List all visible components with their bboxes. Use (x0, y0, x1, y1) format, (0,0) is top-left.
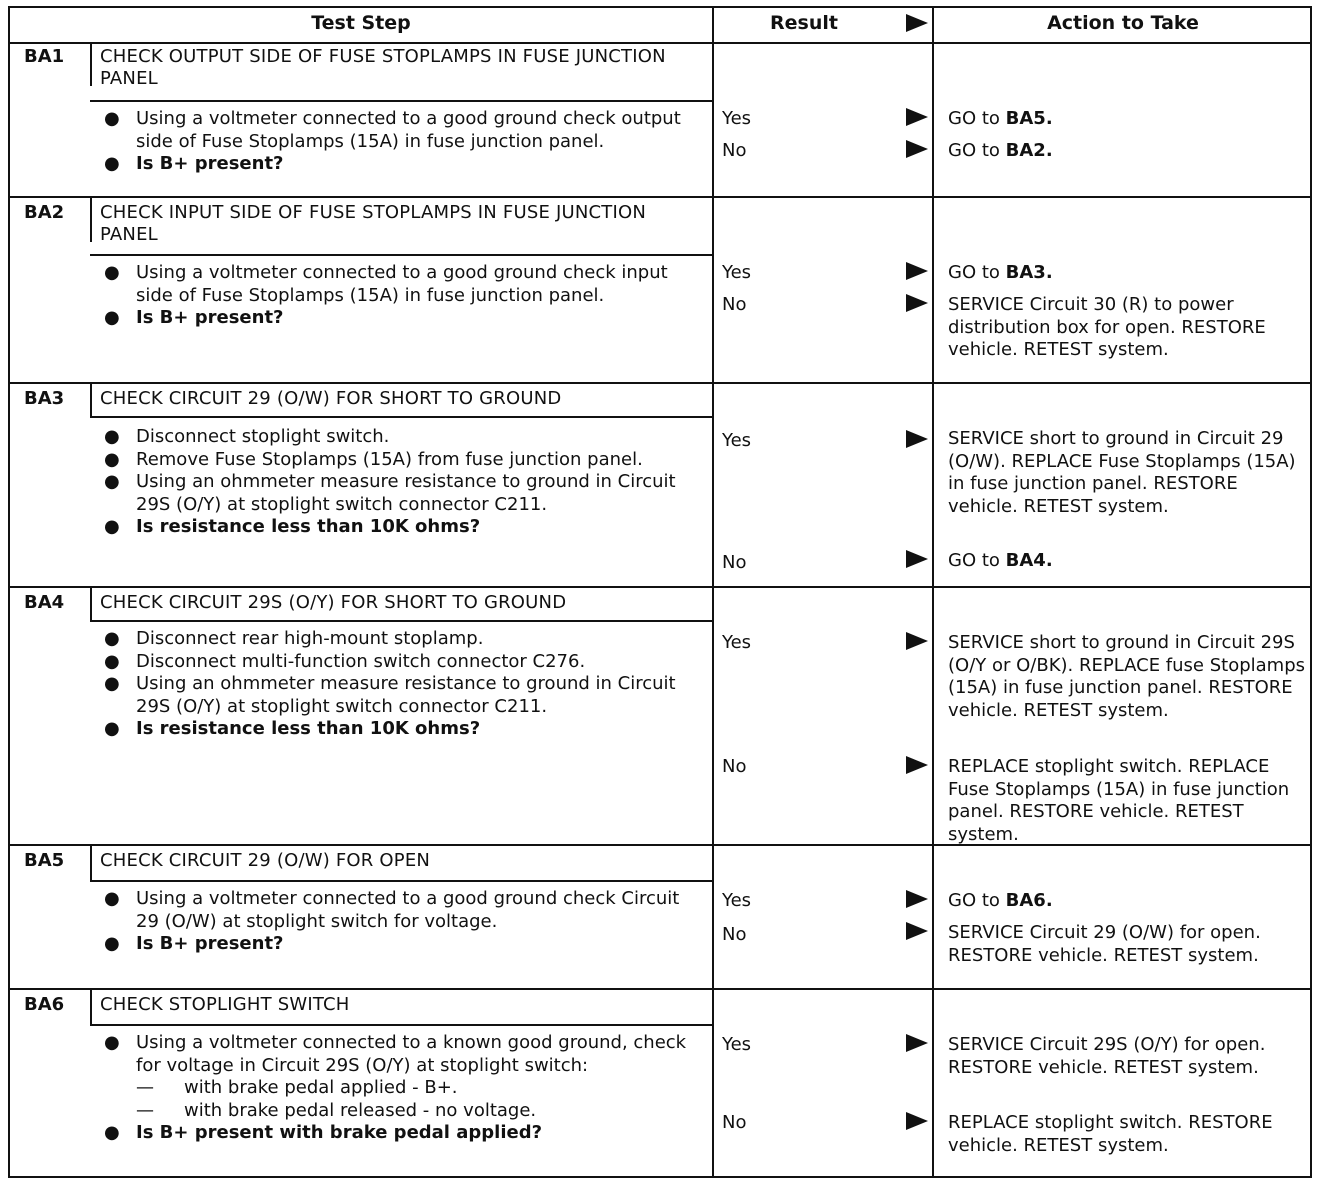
result-yes: Yes (722, 108, 752, 129)
result-no: No (722, 294, 747, 315)
arrow-icon (906, 140, 928, 158)
step-id-divider (90, 588, 92, 620)
step-id: BA2 (24, 202, 65, 223)
bullet-icon: ● (104, 1122, 120, 1143)
result-yes: Yes (722, 1034, 752, 1055)
test-step-block (10, 990, 1310, 1176)
list-item: ● Is B+ present? (104, 153, 284, 174)
list-item: ● Using an ohmmeter measure resistance to ground in Circuit 29S (O/Y) at stoplight switch connector C211. (104, 471, 676, 515)
list-item: ● Is B+ present? (104, 307, 284, 328)
list-item: ● Using a voltmeter connected to a good ground check Circuit 29 (O/W) at stoplight switch for voltage. (104, 888, 680, 932)
action-text: GO to BA2. (948, 140, 1053, 161)
step-title: CHECK STOPLIGHT SWITCH (100, 994, 350, 1015)
result-yes: Yes (722, 262, 752, 283)
step-id-divider (90, 42, 92, 86)
arrow-icon (906, 262, 928, 280)
title-rule (90, 416, 712, 418)
sub-list (136, 1077, 702, 1122)
step-id-divider (90, 846, 92, 880)
result-no: No (722, 1112, 747, 1133)
title-rule (90, 1024, 712, 1026)
step-id: BA3 (24, 388, 65, 409)
bullet-icon: ● (104, 471, 120, 492)
step-instructions (102, 108, 702, 176)
table-header (10, 8, 1310, 44)
result-no: No (722, 140, 747, 161)
bullet-icon: ● (104, 650, 120, 672)
step-instructions (102, 888, 702, 956)
step-id-divider (90, 990, 92, 1024)
title-rule (90, 100, 712, 102)
bullet-icon: ● (104, 933, 120, 954)
action-text: SERVICE Circuit 29 (O/W) for open. RESTORE vehicle. RETEST system. (948, 922, 1261, 966)
step-id-divider (90, 384, 92, 416)
list-item: ● Disconnect multi-function switch connector C276. (104, 650, 586, 672)
step-title: CHECK CIRCUIT 29S (O/Y) FOR SHORT TO GROUND (100, 592, 567, 613)
arrow-icon (906, 632, 928, 650)
list-item: ● Using a voltmeter connected to a good ground check input side of Fuse Stoplamps (15A) in fuse junction panel. (104, 262, 668, 306)
bullet-icon: ● (104, 628, 120, 649)
action-text: SERVICE Circuit 30 (R) to power distribution box for open. RESTORE vehicle. RETEST system. (948, 294, 1266, 360)
bullet-icon: ● (104, 516, 120, 537)
arrow-icon (906, 108, 928, 126)
bullet-icon: ● (104, 448, 120, 470)
list-item: ● Using an ohmmeter measure resistance to ground in Circuit 29S (O/Y) at stoplight switch connector C211. (104, 673, 676, 717)
arrow-icon (906, 14, 928, 32)
bullet-icon: ● (104, 262, 120, 283)
bullet-icon: ● (104, 1032, 120, 1053)
test-step-block (10, 846, 1310, 990)
arrow-icon (906, 756, 928, 774)
step-title: CHECK OUTPUT SIDE OF FUSE STOPLAMPS IN FUSE JUNCTION PANEL (100, 46, 666, 89)
list-item: ● Using a voltmeter connected to a good ground check output side of Fuse Stoplamps (15A) in fuse junction panel. (104, 108, 681, 152)
bullet-icon: ● (104, 718, 120, 739)
test-step-block (10, 198, 1310, 384)
arrow-icon (906, 922, 928, 940)
dash-icon: — (136, 1099, 154, 1121)
step-instructions (102, 1032, 702, 1145)
bullet-icon: ● (104, 426, 120, 447)
action-text: SERVICE Circuit 29S (O/Y) for open. RESTORE vehicle. RETEST system. (948, 1034, 1266, 1078)
title-rule (90, 620, 712, 622)
test-step-block (10, 588, 1310, 846)
header-action: Action to Take (1047, 12, 1199, 34)
step-instructions (102, 628, 702, 741)
step-id-divider (90, 198, 92, 242)
list-item: ● Is resistance less than 10K ohms? (104, 516, 481, 537)
header-test-step: Test Step (311, 12, 411, 34)
arrow-icon (906, 430, 928, 448)
step-title: CHECK INPUT SIDE OF FUSE STOPLAMPS IN FUSE JUNCTION PANEL (100, 202, 646, 245)
dash-icon: — (136, 1077, 154, 1098)
result-no: No (722, 924, 747, 945)
result-yes: Yes (722, 632, 752, 653)
step-id: BA1 (24, 46, 65, 67)
arrow-icon (906, 1112, 928, 1130)
arrow-icon (906, 890, 928, 908)
result-no: No (722, 756, 747, 777)
arrow-icon (906, 1034, 928, 1052)
bullet-icon: ● (104, 888, 120, 909)
test-step-block (10, 42, 1310, 198)
result-no: No (722, 552, 747, 573)
list-item: ● Disconnect rear high-mount stoplamp. (104, 628, 484, 649)
step-title: CHECK CIRCUIT 29 (O/W) FOR OPEN (100, 850, 431, 871)
list-item: ● Using a voltmeter connected to a known good ground, check for voltage in Circuit 29S (O/Y) at stoplight switch: — with brake pedal applied - B+. — with brake pedal released - no voltage. (102, 1032, 702, 1122)
sub-list-item: — with brake pedal applied - B+. (136, 1077, 458, 1098)
action-text: GO to BA6. (948, 890, 1053, 911)
action-text: GO to BA4. (948, 550, 1053, 571)
step-title: CHECK CIRCUIT 29 (O/W) FOR SHORT TO GROUND (100, 388, 562, 409)
list-item: ● Is resistance less than 10K ohms? (104, 718, 481, 739)
diagnostic-table (8, 6, 1312, 1178)
bullet-icon: ● (104, 673, 120, 694)
action-text: SERVICE short to ground in Circuit 29 (O/W). REPLACE Fuse Stoplamps (15A) in fuse junction panel. RESTORE vehicle. RETEST system. (948, 428, 1296, 517)
action-text: REPLACE stoplight switch. RESTORE vehicle. RETEST system. (948, 1112, 1273, 1156)
action-text: GO to BA3. (948, 262, 1053, 283)
title-rule (90, 880, 712, 882)
header-result: Result (770, 12, 838, 34)
arrow-icon (906, 550, 928, 568)
action-text: SERVICE short to ground in Circuit 29S (O/Y or O/BK). REPLACE fuse Stoplamps (15A) in fuse junction panel. RESTORE vehicle. RETEST system. (948, 632, 1306, 721)
bullet-icon: ● (104, 108, 120, 129)
result-yes: Yes (722, 430, 752, 451)
step-id: BA6 (24, 994, 65, 1015)
list-item: ● Remove Fuse Stoplamps (15A) from fuse junction panel. (104, 448, 643, 470)
bullet-icon: ● (104, 307, 120, 328)
bullet-icon: ● (104, 153, 120, 174)
list-item: ● Disconnect stoplight switch. (104, 426, 390, 447)
step-instructions (102, 262, 702, 330)
step-id: BA5 (24, 850, 65, 871)
list-item: ● Is B+ present with brake pedal applied? (104, 1122, 543, 1143)
title-rule (90, 254, 712, 256)
result-yes: Yes (722, 890, 752, 911)
arrow-icon (906, 294, 928, 312)
sub-list-item: — with brake pedal released - no voltage. (136, 1099, 537, 1121)
action-text: REPLACE stoplight switch. REPLACE Fuse Stoplamps (15A) in fuse junction panel. RESTORE vehicle. RETEST system. (948, 756, 1290, 845)
step-instructions (102, 426, 702, 539)
action-text: GO to BA5. (948, 108, 1053, 129)
step-id: BA4 (24, 592, 65, 613)
list-item: ● Is B+ present? (104, 933, 284, 954)
test-step-block (10, 384, 1310, 588)
